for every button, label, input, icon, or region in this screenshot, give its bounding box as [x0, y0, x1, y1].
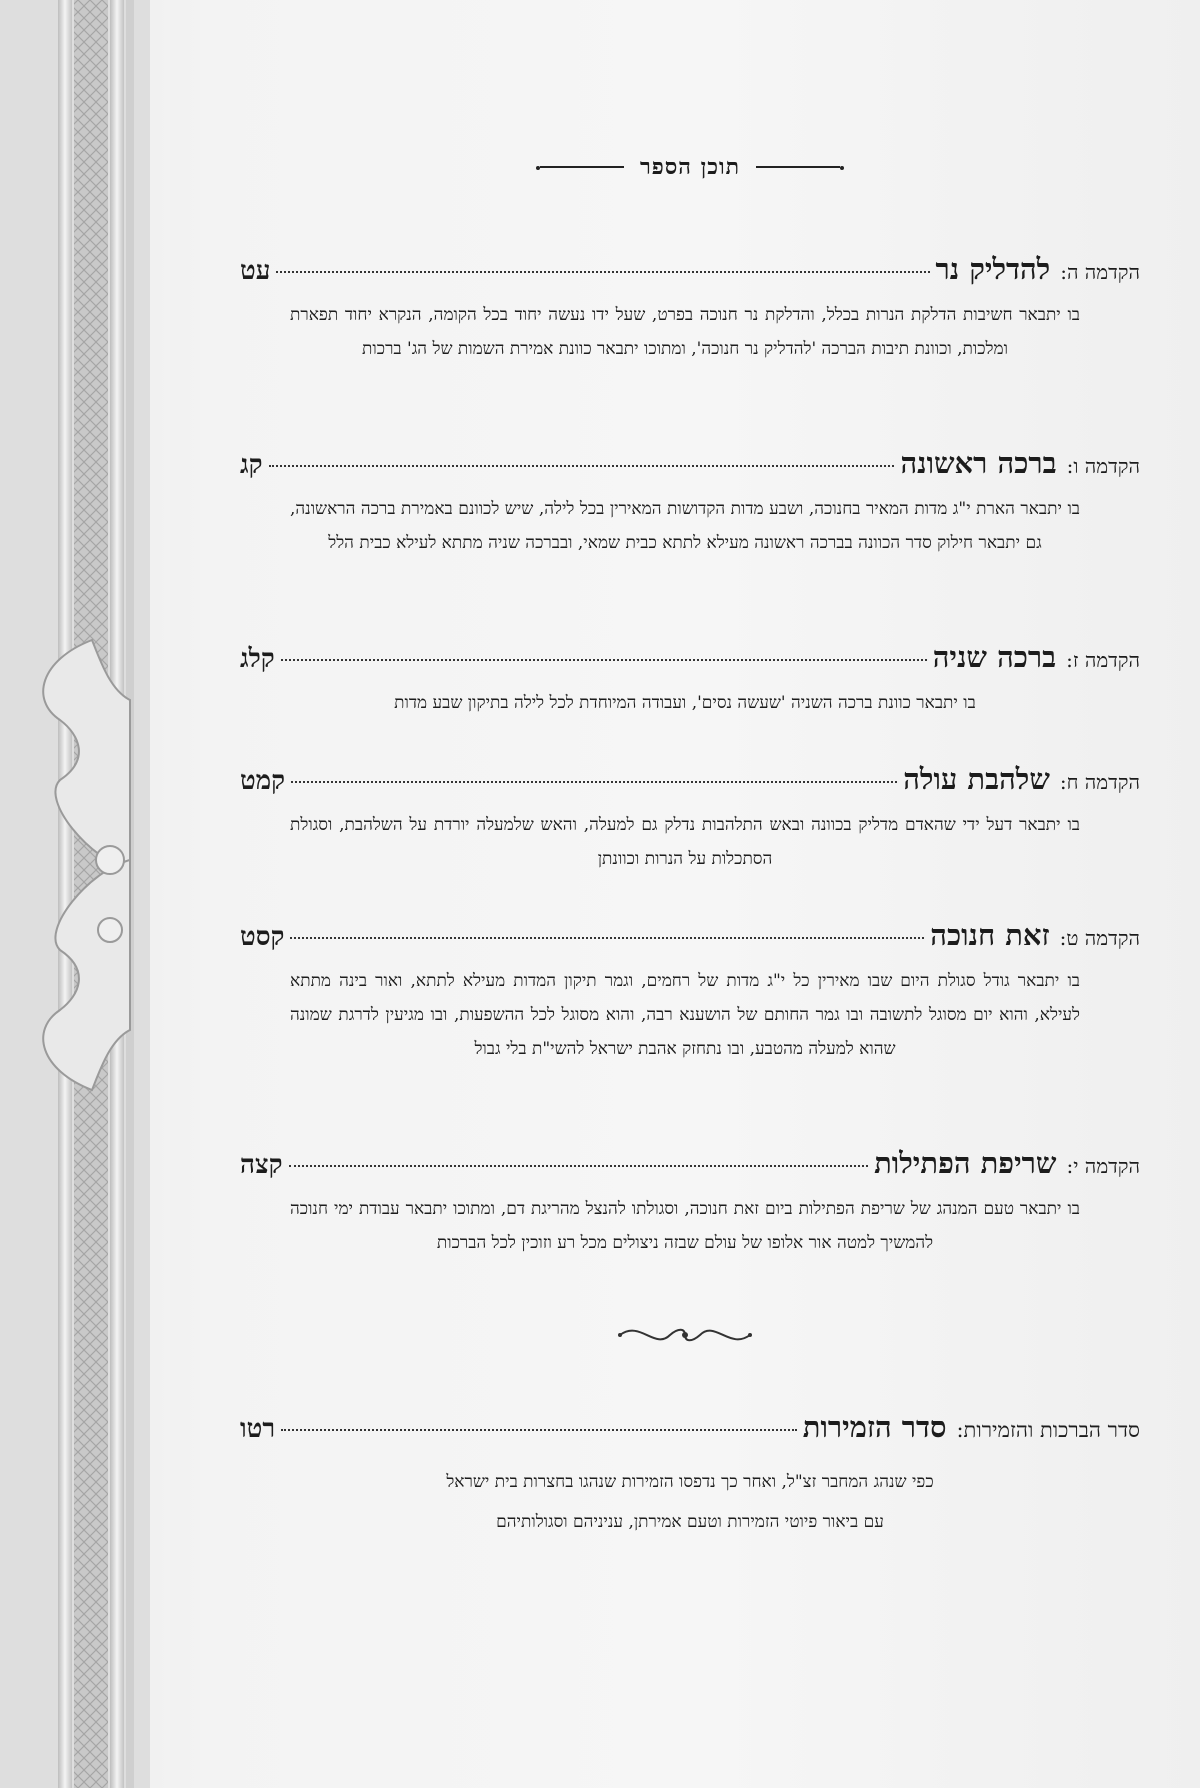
dot-leader [281, 659, 927, 661]
dot-leader [269, 465, 895, 467]
entry-label: הקדמה י: [1066, 1154, 1140, 1178]
dot-leader [289, 1165, 869, 1167]
entry-page-number: קלג [240, 644, 275, 674]
flourish-ornament [610, 1320, 760, 1350]
entry-label: הקדמה ז: [1066, 648, 1140, 672]
entry-label: סדר הברכות והזמירות: [956, 1418, 1140, 1442]
entry-description: בו יתבאר גודל סגולת היום שבו מאירין כל י"ג מדות של רחמים, וגמר תיקון המדות מעילא לתתא, ואור בינה מתתא לעילא, והוא יום מסוגל לתשובה ובו גמר החותם של הושענא רבה, והוא מסוגל לכל ההשפעות, ובו מגיעין לדרגת שמונה שהוא למעלה מהטבע, ובו נתחזק אהבת ישראל להשי"ת בלי גבול [290, 971, 1080, 1059]
entry-heading: ברכה שניה [932, 640, 1057, 674]
toc-entry-final[interactable] [240, 1410, 1140, 1542]
toc-entry[interactable] [240, 640, 1140, 720]
dot-leader [291, 781, 897, 783]
entry-description: בו יתבאר כוונת ברכה השניה 'שעשה נסים', ועבודה המיוחדת לכל לילה בתיקון שבע מדות [394, 693, 976, 713]
entry-heading: להדליק נר [935, 252, 1051, 286]
dot-leader [276, 271, 929, 273]
decorative-border [0, 0, 150, 1788]
entry-label: הקדמה ה: [1060, 260, 1140, 284]
toc-entry[interactable] [240, 762, 1140, 876]
entry-description: בו יתבאר הארת י"ג מדות המאיר בחנוכה, ושבע מדות הקדושות המאירין בכל לילה, שיש לכוונם באמירת ברכה הראשונה, גם יתבאר חילוק סדר הכוונה בברכה ראשונה מעילא לתתא כבית שמאי, ובברכה שניה מתתא לעילא כבית הלל [290, 499, 1080, 553]
toc-entry[interactable] [240, 252, 1140, 366]
toc-title-row [240, 150, 1140, 184]
toc-entry[interactable] [240, 918, 1140, 1066]
entry-label: הקדמה ח: [1059, 770, 1140, 794]
entry-description: בו יתבאר טעם המנהג של שריפת הפתילות ביום זאת חנוכה, וסגולתו להנצל מהריגת דם, ומתוכו יתבאר עבודת ימי חנוכה להמשיך למטה אור אלופו של עולם שבזה ניצולים מכל רע וזוכין לכל הברכות [290, 1199, 1080, 1253]
entry-page-number: קמט [240, 766, 286, 796]
toc-content [240, 0, 1140, 1788]
entry-label: הקדמה ט: [1059, 926, 1140, 950]
entry-page-number: קג [240, 450, 263, 480]
toc-entry[interactable] [240, 446, 1140, 560]
title-rule-left [540, 166, 624, 168]
dot-leader [281, 1429, 797, 1431]
entry-description: בו יתבאר דעל ידי שהאדם מדליק בכוונה ובאש התלהבות נדלק גם למעלה, והאש שלמעלה יורדת על השלהבת, וסגולת הסתכלות על הנרות וכוונתן [290, 815, 1080, 869]
entry-heading: זאת חנוכה [930, 918, 1050, 952]
entry-heading: ברכה ראשונה [900, 446, 1057, 480]
dot-leader [290, 937, 924, 939]
entry-heading: שריפת הפתילות [874, 1146, 1057, 1180]
final-description-line: עם ביאור פיוטי הזמירות וטעם אמירתן, עניניהם וסגולותיהם [496, 1512, 884, 1532]
entry-label: הקדמה ו: [1066, 454, 1140, 478]
entry-heading: שלהבת עולה [903, 762, 1050, 796]
entry-description: בו יתבאר חשיבות הדלקת הנרות בכלל, והדלקת נר חנוכה בפרט, שעל ידו נעשה יחוד בכל הקומה, הנקרא יחוד תפארת ומלכות, וכוונת תיבות הברכה 'להדליק נר חנוכה', ומתוכו יתבאר כוונת אמירת השמות של הג' ברכות [290, 305, 1080, 359]
entry-page-number: רטו [240, 1414, 276, 1444]
toc-entry[interactable] [240, 1146, 1140, 1260]
final-description-line: כפי שנהג המחבר זצ"ל, ואחר כך נדפסו הזמירות שנהגו בחצרות בית ישראל [446, 1472, 934, 1492]
title-rule-right [756, 166, 840, 168]
toc-title: תוכן הספר [640, 154, 741, 180]
entry-heading: סדר הזמירות [802, 1410, 947, 1444]
entry-page-number: קצה [240, 1150, 283, 1180]
entry-page-number: קסט [240, 922, 285, 952]
entry-page-number: עט [240, 256, 271, 286]
